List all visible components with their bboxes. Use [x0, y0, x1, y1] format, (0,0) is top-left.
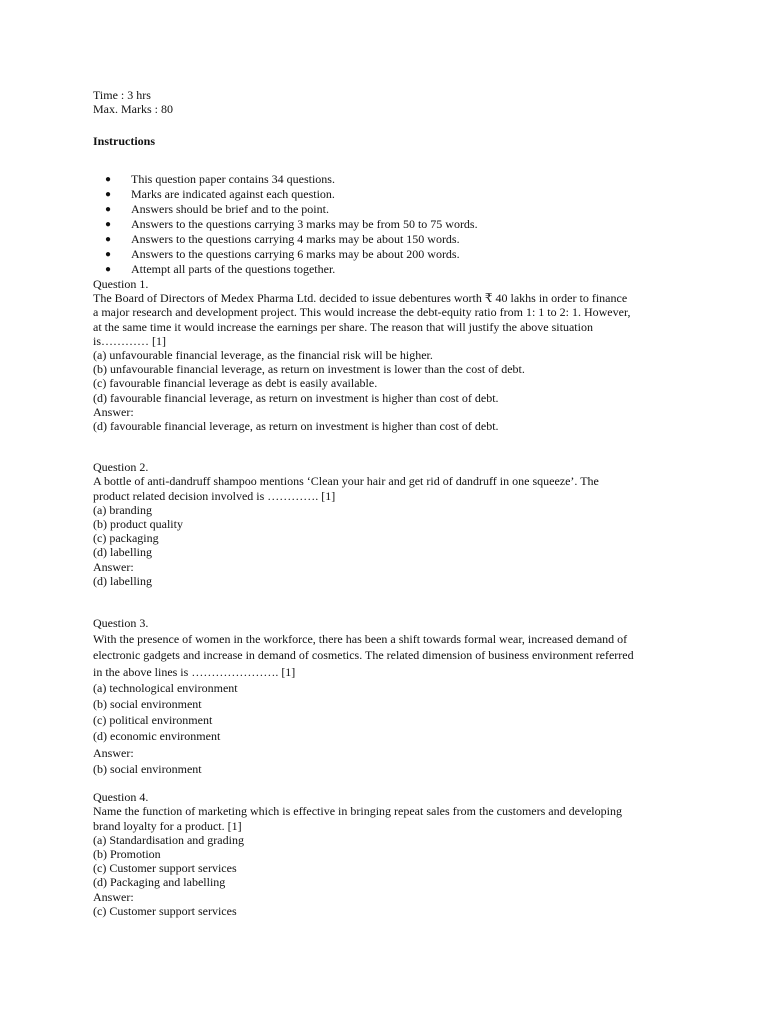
question-3 [93, 615, 683, 777]
question-2 [93, 460, 683, 588]
option-a: (a) Standardisation and grading [93, 832, 244, 847]
bullet-icon: ● [105, 174, 112, 185]
answer-text: (d) favourable financial leverage, as return on investment is higher than cost of debt. [93, 419, 499, 434]
question-text-line: brand loyalty for a product. [1] [93, 818, 242, 833]
instructions-list [93, 172, 683, 277]
question-4 [93, 790, 683, 918]
answer-text: (c) Customer support services [93, 903, 237, 918]
bullet-icon: ● [105, 249, 112, 260]
question-title: Question 4. [93, 790, 149, 805]
question-text-line: Name the function of marketing which is effective in bringing repeat sales from the customers and developing [93, 804, 622, 819]
answer-label: Answer: [93, 889, 134, 904]
option-d: (d) labelling [93, 545, 152, 560]
question-text-line: With the presence of women in the workforce, there has been a shift towards formal wear, increased demand of [93, 632, 628, 647]
answer-text: (b) social environment [93, 761, 202, 776]
answer-text: (d) labelling [93, 573, 152, 588]
instruction-item: ● Attempt all parts of the questions together. [105, 262, 336, 276]
bullet-icon: ● [105, 234, 112, 245]
bullet-icon: ● [105, 189, 112, 200]
option-d: (d) Packaging and labelling [93, 875, 226, 890]
answer-label: Answer: [93, 745, 134, 760]
instruction-item: ● Marks are indicated against each question. [105, 187, 335, 201]
max-marks-info: Max. Marks : 80 [93, 102, 173, 116]
question-text-line: a major research and development project. This would increase the debt-equity ratio from 1: 1 to 2: 1. However, [93, 305, 631, 320]
option-d: (d) favourable financial leverage, as return on investment is higher than cost of debt. [93, 390, 499, 405]
question-text-line: is………… [1] [93, 333, 166, 348]
question-title: Question 1. [93, 277, 149, 291]
question-text-line: electronic gadgets and increase in demand of cosmetics. The related dimension of business environment referred [93, 648, 634, 663]
instructions-heading: Instructions [93, 134, 156, 148]
question-text-line: product related decision involved is …………. [1] [93, 488, 336, 503]
question-1 [93, 277, 683, 433]
option-b: (b) unfavourable financial leverage, as return on investment is lower than the cost of debt. [93, 362, 525, 377]
question-text-line: at the same time it would increase the earnings per share. The reason that will justify the above situation [93, 319, 593, 334]
option-a: (a) technological environment [93, 680, 238, 695]
instruction-item: ● Answers should be brief and to the point. [105, 202, 329, 216]
option-c: (c) favourable financial leverage as debt is easily available. [93, 376, 378, 391]
answer-label: Answer: [93, 404, 134, 419]
option-a: (a) unfavourable financial leverage, as the financial risk will be higher. [93, 348, 433, 363]
option-a: (a) branding [93, 502, 152, 517]
answer-label: Answer: [93, 559, 134, 574]
option-c: (c) packaging [93, 531, 159, 546]
option-c: (c) political environment [93, 713, 213, 728]
question-text-line: in the above lines is …………………. [1] [93, 664, 296, 679]
question-text-line: The Board of Directors of Medex Pharma Ltd. decided to issue debentures worth ₹ 40 lakhs in order to finance [93, 291, 628, 306]
bullet-icon: ● [105, 219, 112, 230]
instruction-item: ● Answers to the questions carrying 3 marks may be from 50 to 75 words. [105, 217, 478, 231]
option-b: (b) social environment [93, 697, 202, 712]
question-paper [93, 88, 683, 918]
instruction-item: ● Answers to the questions carrying 6 marks may be about 200 words. [105, 247, 460, 261]
question-text-line: A bottle of anti-dandruff shampoo mentions ‘Clean your hair and get rid of dandruff in one squeeze’. The [93, 474, 599, 489]
bullet-icon: ● [105, 264, 112, 275]
option-b: (b) Promotion [93, 846, 161, 861]
instruction-item: ● Answers to the questions carrying 4 marks may be about 150 words. [105, 232, 460, 246]
question-title: Question 2. [93, 460, 149, 475]
instruction-item: ● This question paper contains 34 questions. [105, 172, 335, 186]
option-d: (d) economic environment [93, 729, 221, 744]
option-b: (b) product quality [93, 517, 183, 532]
question-title: Question 3. [93, 616, 149, 631]
option-c: (c) Customer support services [93, 861, 237, 876]
time-info: Time : 3 hrs [93, 88, 151, 102]
bullet-icon: ● [105, 204, 112, 215]
